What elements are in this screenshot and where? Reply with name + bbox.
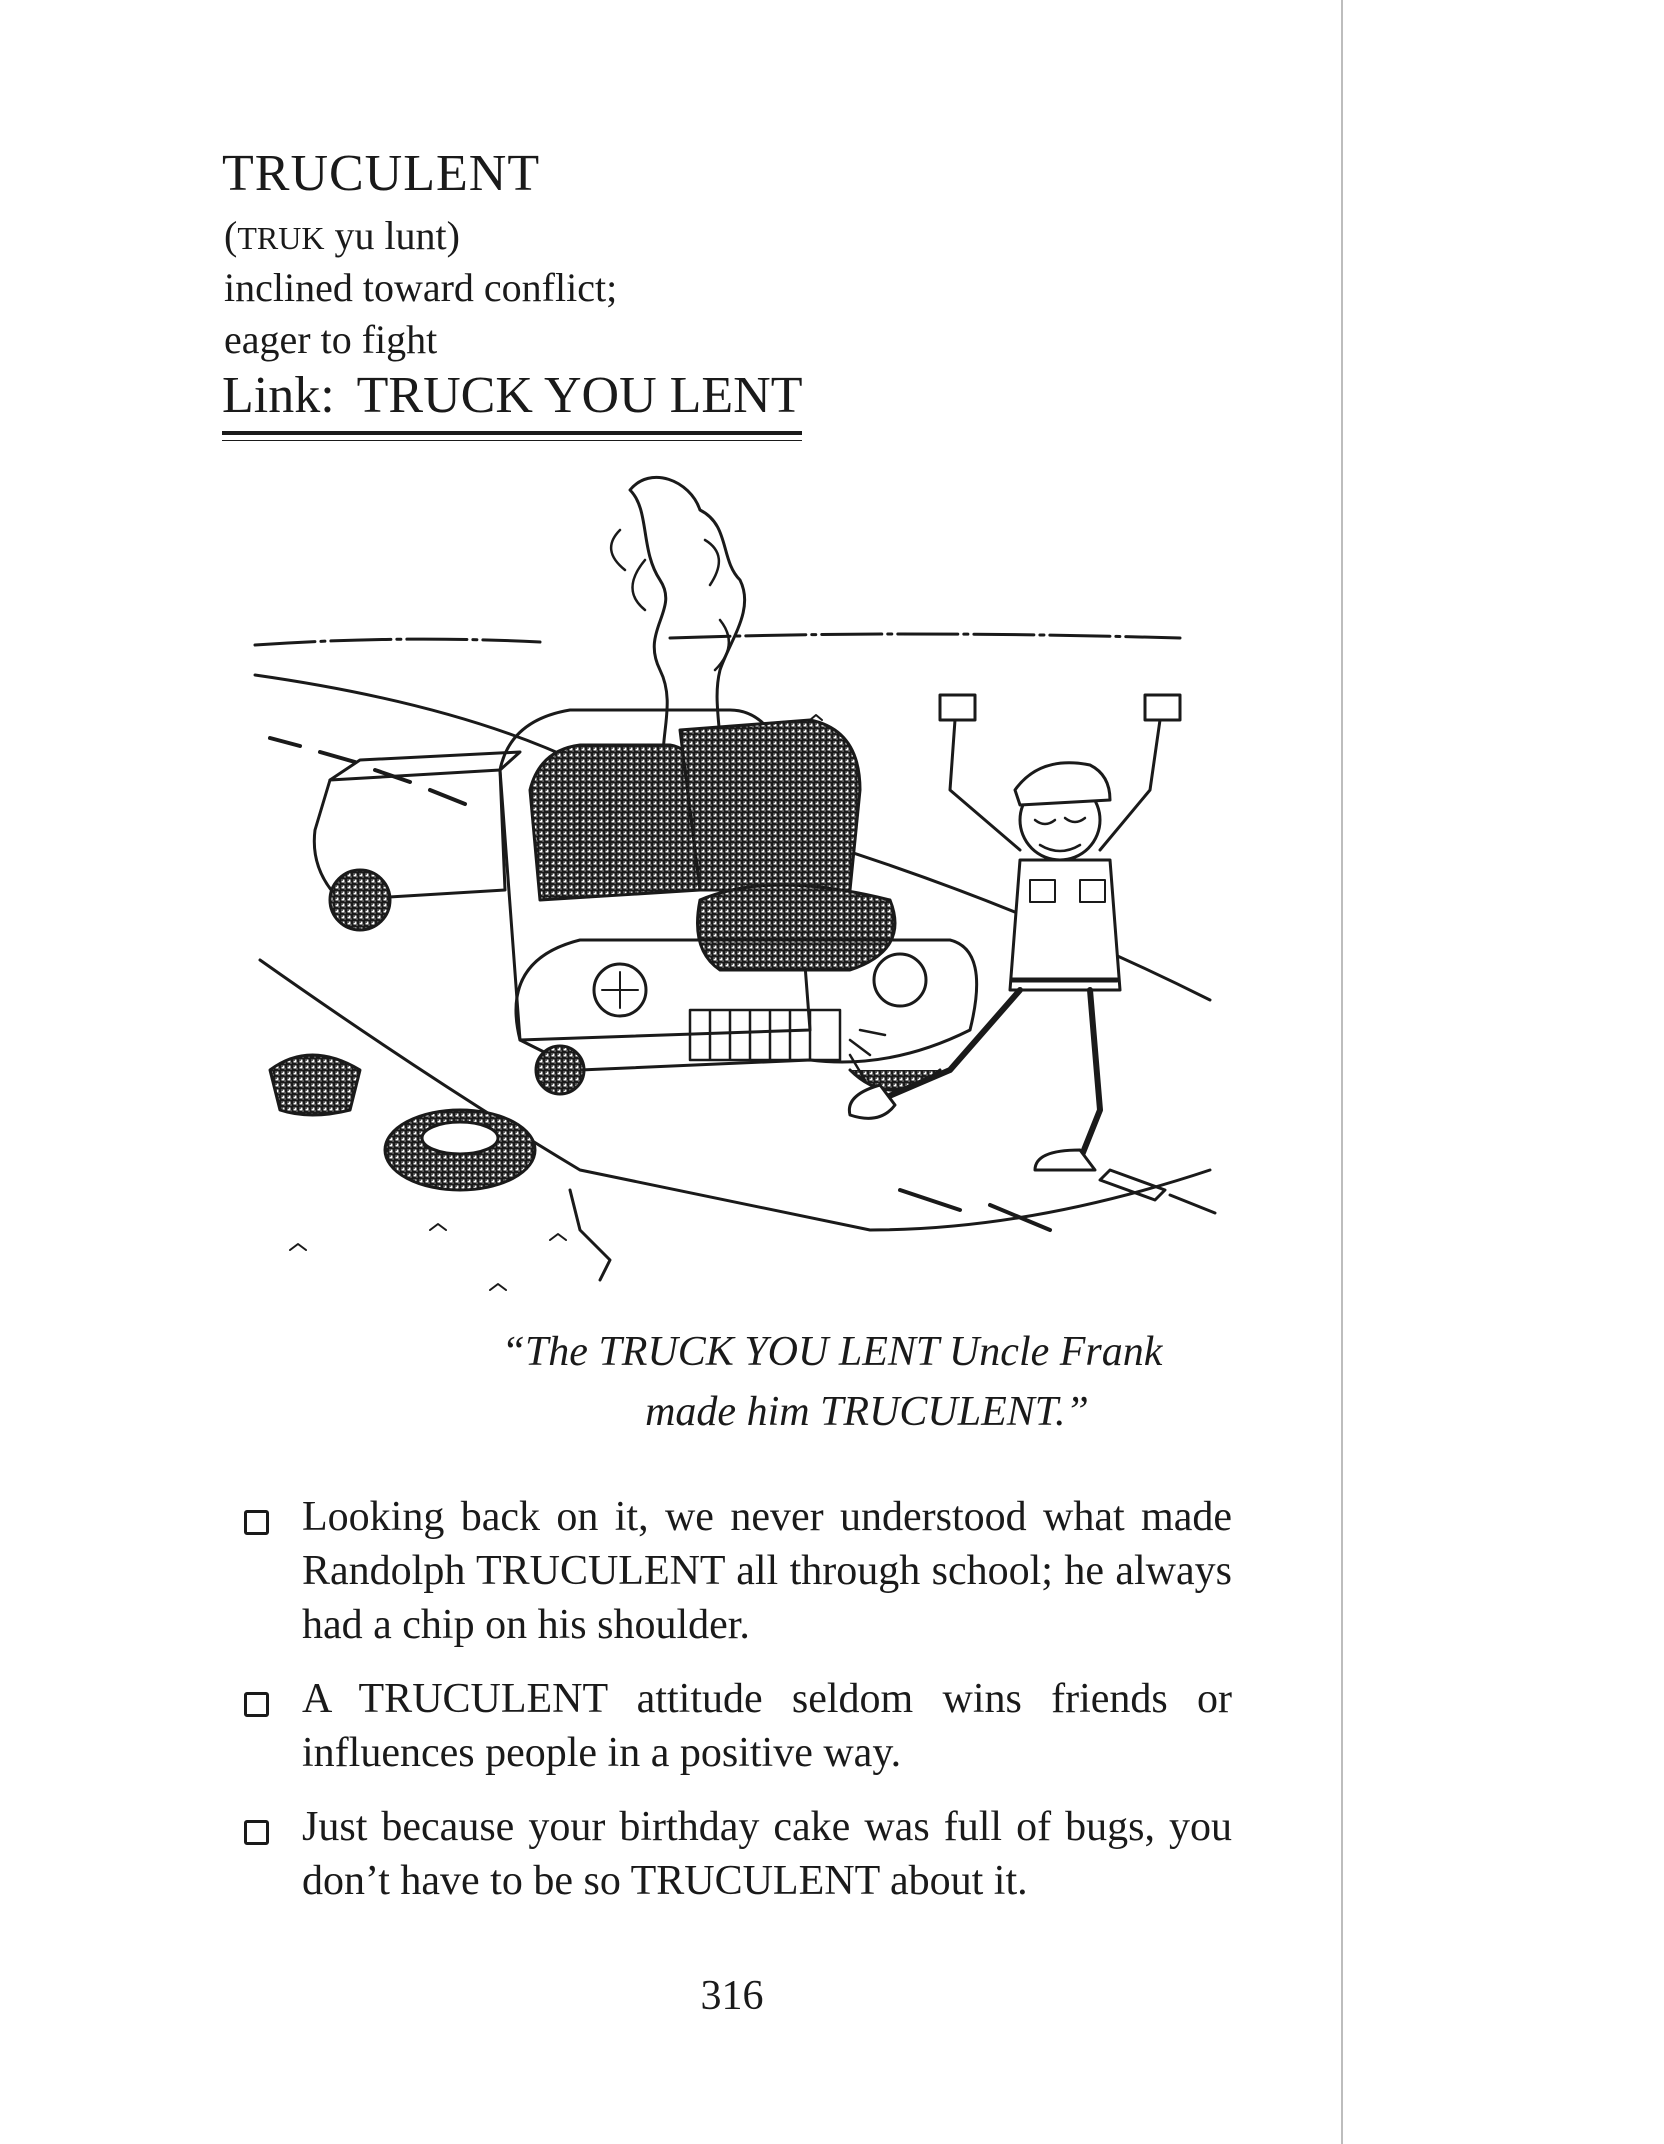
definition-line: inclined toward conflict; — [224, 265, 618, 310]
loose-tire-hub — [422, 1122, 498, 1154]
caption-line-2: made him TRUCULENT.” — [645, 1389, 1089, 1435]
left-headlight-cross — [602, 972, 638, 1008]
link-label: Link: — [222, 367, 335, 424]
front-wheel — [536, 1046, 584, 1094]
man-fist-left — [940, 695, 975, 720]
angry-man — [849, 695, 1180, 1170]
caption-line-1: “The TRUCK YOU LENT Uncle Frank — [501, 1329, 1163, 1375]
link-heading — [222, 366, 802, 435]
man-fist-right — [1145, 695, 1180, 720]
man-raised-arm-left — [950, 720, 1020, 850]
entry-word: TRUCULENT — [222, 145, 541, 202]
man-leg-standing — [1080, 990, 1100, 1160]
page-edge-rule — [1341, 0, 1343, 2144]
debris-left — [270, 1055, 360, 1115]
example-item — [232, 1800, 1232, 1908]
example-sentences — [232, 1490, 1232, 1928]
definition-line: eager to fight — [224, 317, 438, 362]
definition — [224, 262, 617, 366]
example-text: Looking back on it, we never understood what made Randolph TRUCULENT all through school; he always had a chip on his shoulder. — [302, 1494, 1232, 1648]
example-text: A TRUCULENT attitude seldom wins friends or influences people in a positive way. — [302, 1676, 1232, 1776]
checkbox-icon — [244, 1820, 269, 1845]
ground-crack — [570, 1190, 610, 1280]
horizon-line — [255, 634, 1180, 645]
page-number: 316 — [700, 1973, 764, 2019]
example-item — [232, 1672, 1232, 1780]
right-headlight — [874, 954, 926, 1006]
checkbox-icon — [244, 1692, 269, 1717]
cartoon-caption — [0, 1322, 1664, 1442]
grille — [690, 1010, 840, 1060]
road-bottom-edge — [260, 960, 1210, 1230]
smoke-puffs — [611, 530, 729, 670]
checkbox-icon — [244, 1510, 269, 1535]
road-dashes-right — [1100, 1170, 1215, 1213]
cab-window — [530, 745, 705, 900]
example-text: Just because your birthday cake was full of bugs, you don’t have to be so TRUCULENT about it. — [302, 1804, 1232, 1904]
example-item — [232, 1490, 1232, 1652]
pronunciation: (TRUK yu lunt) — [224, 213, 460, 258]
engine — [698, 885, 896, 970]
open-hood — [680, 720, 860, 890]
man-cap — [1015, 763, 1110, 805]
cartoon-illustration — [250, 470, 1230, 1320]
link-text: TRUCK YOU LENT — [356, 367, 803, 424]
rear-wheel — [330, 870, 390, 930]
pronunciation-stressed-syllable: TRUK — [237, 220, 325, 256]
